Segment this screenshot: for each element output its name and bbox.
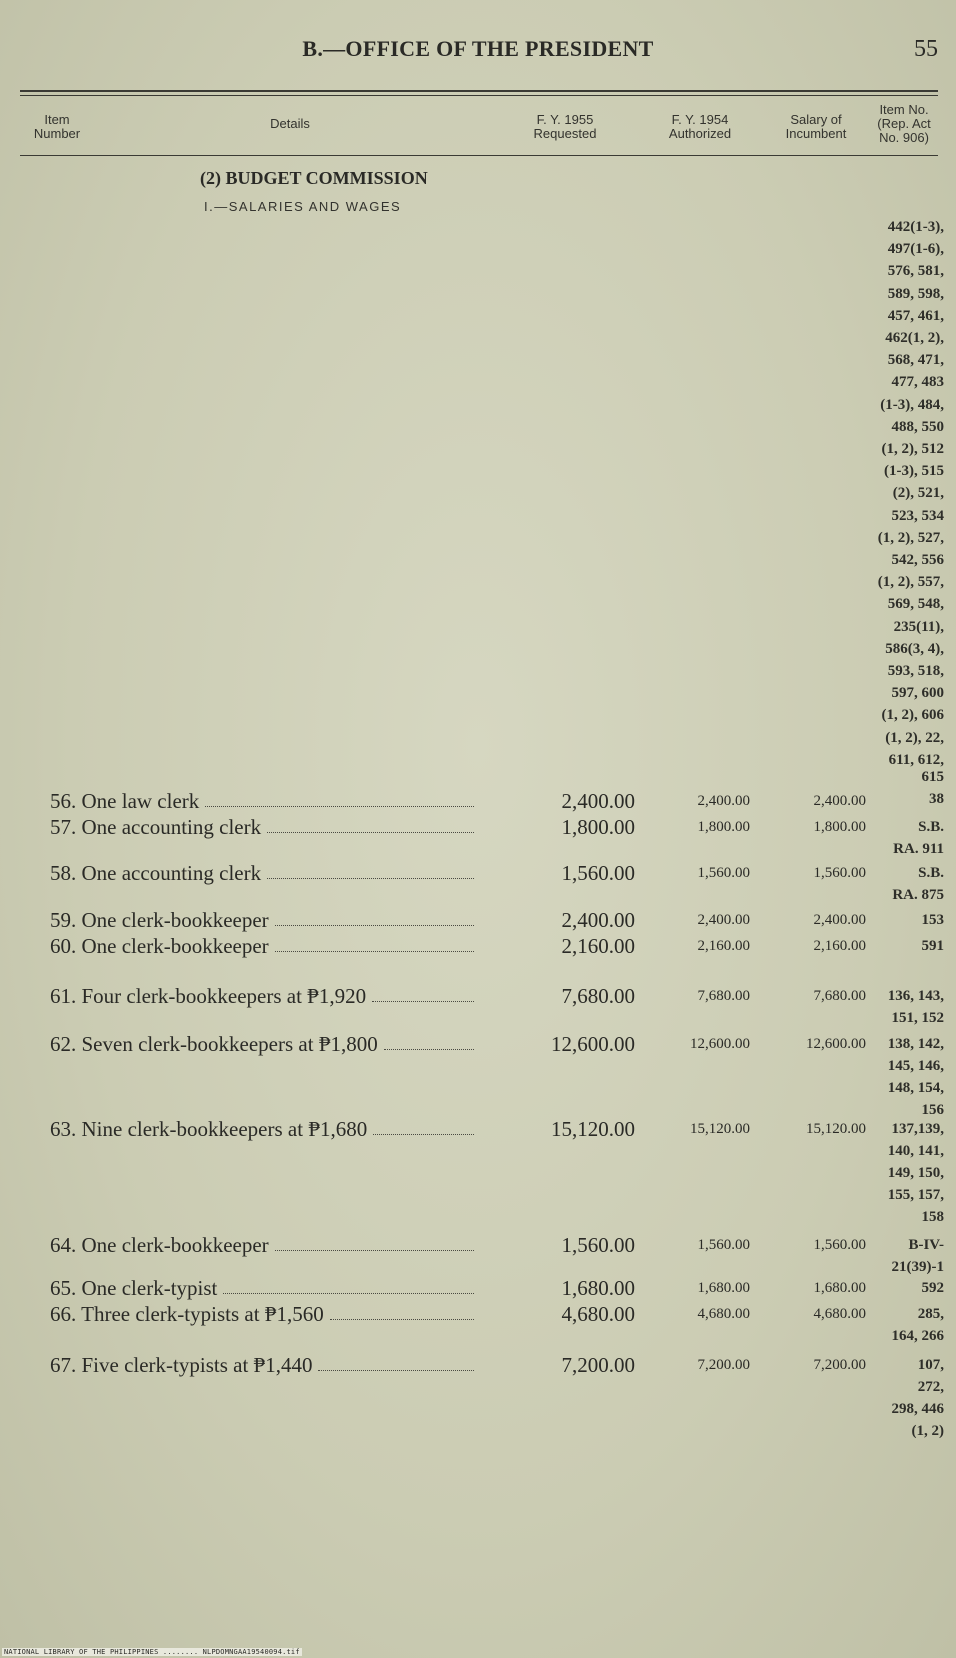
incumbent-salary: 7,200.00: [813, 1357, 866, 1373]
item-reference-line: 462(1, 2),: [885, 330, 944, 347]
rep-act-item-no: 137,139, 140, 141, 149, 150, 155, 157, 158: [887, 1121, 944, 1225]
fy1954-authorized: 2,160.00: [697, 938, 750, 954]
item-detail: [50, 814, 480, 840]
table-row: [0, 1116, 956, 1225]
item-description: 61. Four clerk-bookkeepers at ₱1,920: [50, 984, 367, 1008]
fy1955-requested: 1,800.00: [561, 815, 635, 839]
fy1954-authorized: 2,400.00: [697, 912, 750, 928]
table-row: [0, 1275, 956, 1301]
fy1954-authorized: 1,560.00: [697, 865, 750, 881]
item-description: 57. One accounting clerk: [50, 815, 262, 839]
fy1955-requested: 12,600.00: [551, 1032, 635, 1056]
item-reference-line: (1, 2), 557,: [877, 574, 944, 591]
item-reference-line: 597, 600: [891, 685, 944, 702]
item-description: 63. Nine clerk-bookkeepers at ₱1,680: [50, 1117, 368, 1141]
incumbent-salary: 1,560.00: [813, 1237, 866, 1253]
incumbent-salary: 1,560.00: [813, 865, 866, 881]
item-detail: [50, 1275, 480, 1301]
fy1954-authorized: 7,680.00: [697, 988, 750, 1004]
table-row: [0, 933, 956, 959]
col-header-fy1954: F. Y. 1954 Authorized: [668, 112, 732, 141]
fy1954-authorized: 7,200.00: [697, 1357, 750, 1373]
rep-act-item-no: 153: [921, 912, 944, 928]
item-reference-line: (1, 2), 22,: [885, 729, 944, 746]
rep-act-item-no: B-IV- 21(39)-1: [891, 1237, 944, 1275]
item-reference-line: 593, 518,: [887, 663, 944, 680]
table-row: [0, 907, 956, 933]
fy1955-requested: 2,400.00: [561, 908, 635, 932]
item-reference-line: (1-3), 515: [884, 463, 944, 480]
item-description: 64. One clerk-bookkeeper: [50, 1233, 269, 1257]
fy1954-authorized: 1,680.00: [697, 1280, 750, 1296]
item-detail: [50, 1352, 480, 1378]
incumbent-salary: 4,680.00: [813, 1306, 866, 1322]
col-header-details: Details: [270, 116, 310, 131]
table-row: [0, 860, 956, 903]
dot-leader: [205, 788, 474, 807]
item-detail: [50, 1232, 480, 1258]
table-row: [0, 983, 956, 1026]
item-reference-line: 589, 598,: [887, 285, 944, 302]
col-header-item-no: Item No. (Rep. Act No. 906): [877, 102, 931, 145]
fy1954-authorized: 1,800.00: [697, 819, 750, 835]
section-subtitle: I.—SALARIES AND WAGES: [204, 199, 402, 214]
page-title: B.—OFFICE OF THE PRESIDENT: [302, 36, 654, 61]
fy1954-authorized: 1,560.00: [697, 1237, 750, 1253]
page-number: 55: [914, 36, 938, 62]
item-reference-line: 611, 612,: [888, 751, 944, 768]
fy1955-requested: 1,560.00: [561, 861, 635, 885]
rep-act-item-no: S.B. RA. 911: [893, 819, 944, 857]
fy1954-authorized: 12,600.00: [690, 1036, 750, 1052]
fy1955-requested: 15,120.00: [551, 1117, 635, 1141]
item-reference-line: 542, 556: [891, 552, 944, 569]
header-rule-top: [20, 90, 938, 92]
item-reference-line: (1, 2), 527,: [877, 529, 944, 546]
fy1955-requested: 7,200.00: [561, 1353, 635, 1377]
item-reference-line: (2), 521,: [892, 485, 944, 502]
fy1955-requested: 2,160.00: [561, 934, 635, 958]
table-row: [0, 1352, 956, 1439]
item-reference-line: 569, 548,: [887, 596, 944, 613]
item-description: 66. Three clerk-typists at ₱1,560: [50, 1302, 324, 1326]
item-description: 60. One clerk-bookkeeper: [50, 934, 269, 958]
item-reference-line: 235(11),: [893, 618, 944, 635]
item-reference-line: 442(1-3),: [887, 219, 944, 235]
archive-footer: NATIONAL LIBRARY OF THE PHILIPPINES ........ NLPDOMNGAA19540094.tif: [4, 1648, 300, 1656]
dot-leader: [275, 1232, 474, 1251]
table-row: [0, 1031, 956, 1118]
item-description: 56. One law clerk: [50, 789, 200, 813]
dot-leader: [275, 933, 474, 952]
rep-act-item-no: 138, 142, 145, 146, 148, 154, 156: [887, 1036, 944, 1118]
item-detail: [50, 860, 480, 886]
col-header-fy1955: F. Y. 1955 Requested: [533, 112, 597, 141]
dot-leader: [267, 860, 474, 879]
item-reference-line: 523, 534: [891, 507, 944, 524]
item-description: 62. Seven clerk-bookkeepers at ₱1,800: [50, 1032, 378, 1056]
fy1954-authorized: 4,680.00: [697, 1306, 750, 1322]
rep-act-item-no: 615 38: [921, 769, 944, 807]
dot-leader: [384, 1031, 474, 1050]
item-detail: [50, 1116, 480, 1142]
table-row: [0, 1301, 956, 1344]
table-row: [0, 814, 956, 857]
incumbent-salary: 1,680.00: [813, 1280, 866, 1296]
col-header-item-number: Item Number: [33, 112, 81, 141]
fy1954-authorized: 15,120.00: [690, 1121, 750, 1137]
item-reference-line: 568, 471,: [887, 352, 944, 369]
incumbent-salary: 2,400.00: [813, 912, 866, 928]
item-reference-line: 497(1-6),: [887, 241, 944, 258]
incumbent-salary: 1,800.00: [813, 819, 866, 835]
dot-leader: [275, 907, 474, 926]
fy1955-requested: 7,680.00: [561, 984, 635, 1008]
preamble-item-references: [834, 216, 944, 771]
item-detail: [50, 1031, 480, 1057]
item-description: 59. One clerk-bookkeeper: [50, 908, 269, 932]
item-detail: [50, 907, 480, 933]
header-rule-bottom: [20, 155, 938, 156]
dot-leader: [318, 1352, 474, 1371]
incumbent-salary: 7,680.00: [813, 988, 866, 1004]
item-detail: [50, 983, 480, 1009]
rep-act-item-no: 592: [921, 1280, 944, 1296]
dot-leader: [330, 1301, 474, 1320]
table-row: [0, 769, 956, 814]
rep-act-item-no: S.B. RA. 875: [892, 865, 944, 903]
dot-leader: [223, 1275, 474, 1294]
item-reference-line: (1, 2), 606: [881, 707, 944, 724]
item-reference-line: (1-3), 484,: [880, 396, 944, 413]
col-header-salary: Salary of Incumbent: [785, 112, 847, 141]
item-detail: [50, 933, 480, 959]
dot-leader: [267, 814, 474, 833]
item-reference-line: 488, 550: [891, 418, 944, 435]
incumbent-salary: 2,400.00: [813, 793, 866, 809]
rep-act-item-no: 285, 164, 266: [891, 1306, 944, 1344]
item-reference-line: 477, 483: [891, 374, 944, 391]
dot-leader: [372, 983, 474, 1002]
item-reference-line: (1, 2), 512: [881, 441, 944, 458]
item-reference-line: 457, 461,: [887, 307, 944, 324]
rep-act-item-no: 591: [921, 938, 944, 954]
fy1955-requested: 1,560.00: [561, 1233, 635, 1257]
item-reference-line: 576, 581,: [887, 263, 944, 280]
rep-act-item-no: 107, 272, 298, 446 (1, 2): [891, 1357, 944, 1439]
header-rule-second: [20, 95, 938, 96]
fy1955-requested: 1,680.00: [561, 1276, 635, 1300]
fy1954-authorized: 2,400.00: [697, 793, 750, 809]
fy1955-requested: 4,680.00: [561, 1302, 635, 1326]
item-detail: [50, 788, 480, 814]
item-detail: [50, 1301, 480, 1327]
item-reference-line: 586(3, 4),: [885, 640, 944, 657]
section-title: (2) BUDGET COMMISSION: [200, 168, 428, 188]
item-description: 65. One clerk-typist: [50, 1276, 218, 1300]
item-description: 58. One accounting clerk: [50, 861, 262, 885]
incumbent-salary: 15,120.00: [806, 1121, 866, 1137]
dot-leader: [373, 1116, 474, 1135]
incumbent-salary: 2,160.00: [813, 938, 866, 954]
fy1955-requested: 2,400.00: [561, 789, 635, 813]
rep-act-item-no: 136, 143, 151, 152: [887, 988, 944, 1026]
item-description: 67. Five clerk-typists at ₱1,440: [50, 1353, 313, 1377]
incumbent-salary: 12,600.00: [806, 1036, 866, 1052]
table-row: [0, 1232, 956, 1275]
